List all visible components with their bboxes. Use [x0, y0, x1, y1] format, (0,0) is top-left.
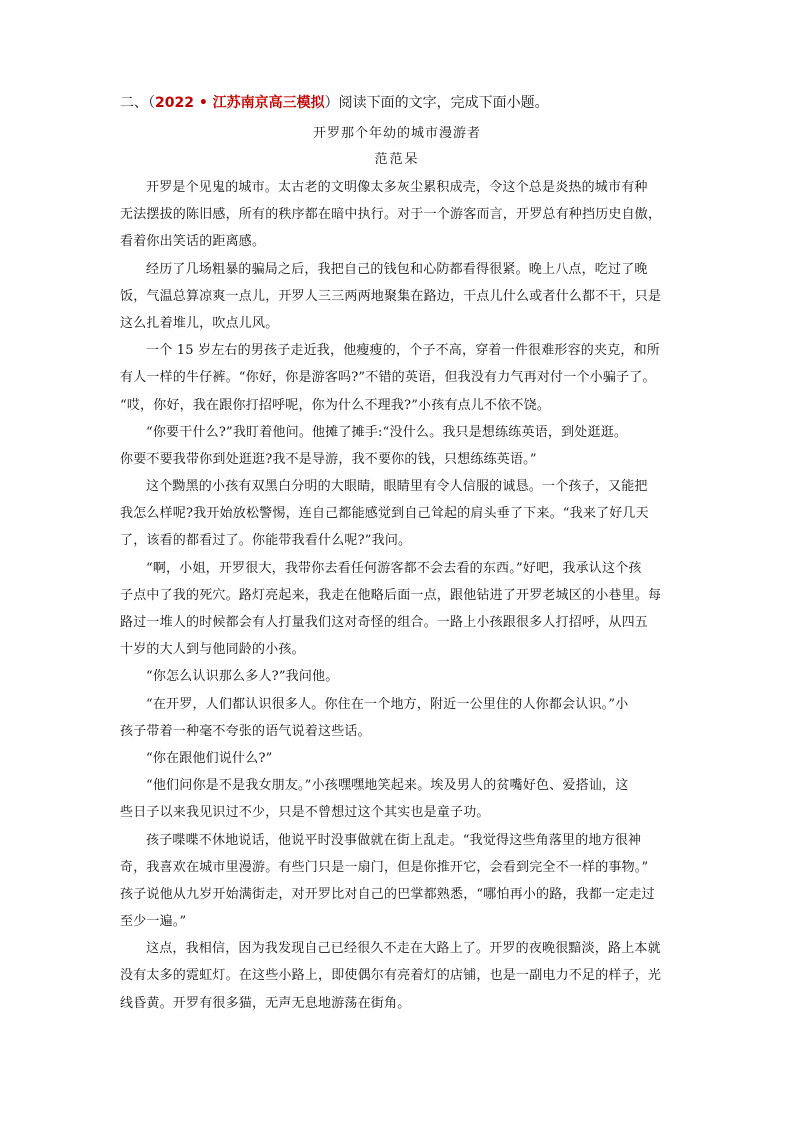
- paragraph: [120, 337, 680, 419]
- paragraph-line: 了，该看的都看过了。你能带我看什么呢?”我问。: [120, 533, 412, 549]
- paragraph-line: “啊，小姐，开罗很大，我带你去看任何游客都不会去看的东西。”好吧，我承认这个孩: [146, 560, 642, 576]
- paragraph-line: “你在跟他们说什么?”: [146, 750, 273, 766]
- paragraph-line: 看着你出笑话的距离感。: [120, 234, 266, 250]
- paragraph-line: “你怎么认识那么多人?”我问他。: [146, 669, 339, 685]
- paragraph-line: 这点，我相信，因为我发现自己已经很久不走在大路上了。开罗的夜晚很黯淡，路上本就: [146, 941, 661, 957]
- paragraph-line: 这么扎着堆儿，吹点儿风。: [120, 315, 279, 331]
- paragraph: [120, 174, 680, 256]
- article-body: [120, 174, 680, 1017]
- paragraph-line: 至少一遍。”: [120, 914, 187, 930]
- paragraph: [120, 473, 680, 555]
- paragraph-line: 孩子喋喋不休地说话，他说平时没事做就在街上乱走。“我觉得这些角落里的地方很神: [146, 832, 642, 848]
- paragraph-line: 没有太多的霓虹灯。在这些小路上，即使偶尔有亮着灯的店铺，也是一副电力不足的样子，光: [120, 968, 662, 984]
- paragraph-line: 些日子以来我见识过不少，只是不曾想过这个其实也是童子功。: [120, 805, 490, 821]
- paragraph: [120, 555, 680, 664]
- paragraph: [120, 663, 680, 690]
- paragraph-line: 路过一堆人的时候都会有人打量我们这对奇怪的组合。一路上小孩跟很多人打招呼，从四五: [120, 615, 649, 630]
- paragraph-line: 奇，我喜欢在城市里漫游。有些门只是一扇门，但是你推开它，会看到完全不一样的事物。”: [120, 859, 649, 875]
- paragraph-line: 你要不要我带你到处逛逛?我不是导游，我不要你的钱，只想练练英语。”: [120, 451, 537, 467]
- paragraph-line: “他们问你是不是我女朋友。”小孩嘿嘿地笑起来。埃及男人的贫嘴好色、爱搭讪，这: [146, 778, 629, 794]
- paragraph-line: 孩子说他从九岁开始满街走，对开罗比对自己的巴掌都熟悉，“哪怕再小的路，我都一定走过: [120, 886, 655, 902]
- paragraph: [120, 772, 680, 826]
- paragraph: [120, 256, 680, 338]
- paragraph: [120, 691, 680, 745]
- paragraph: [120, 827, 680, 936]
- paragraph-line: 饭，气温总算凉爽一点儿，开罗人三三两两地聚集在路边，干点儿什么或者什么都不干，只是: [120, 288, 662, 304]
- question-number: 二、（: [120, 95, 155, 111]
- paragraph-line: 十岁的大人到与他同龄的小孩。: [120, 642, 305, 658]
- paragraph-line: 这个黝黑的小孩有双黑白分明的大眼睛，眼睛里有令人信服的诚恳。一个孩子，又能把: [146, 479, 648, 495]
- paragraph-line: 线昏黄。开罗有很多猫，无声无息地游荡在街角。: [120, 995, 411, 1011]
- paragraph-line: 我怎么样呢?我开始放松警惕，连自己都能感觉到自己耸起的肩头垂了下来。“我来了好几天: [120, 506, 649, 522]
- paragraph: [120, 935, 680, 1017]
- question-header: [120, 92, 680, 114]
- paragraph-line: “你要干什么?”我盯着他问。他摊了摊手:“没什么。我只是想练练英语，到处逛逛。: [146, 424, 628, 440]
- paragraph-line: 子点中了我的死穴。路灯亮起来，我走在他略后面一点，跟他钻进了开罗老城区的小巷里。每: [120, 587, 662, 603]
- paragraph-line: “在开罗，人们都认识很多人。你住在一个地方，附近一公里住的人你都会认识。”小: [146, 696, 629, 712]
- paragraph-line: 孩子带着一种毫不夸张的语气说着这些话。: [120, 723, 371, 739]
- article-author: 范范呆: [374, 152, 420, 167]
- paragraph-line: “哎，你好，我在跟你打招呼呢，你为什么不理我?”小孩有点儿不依不饶。: [120, 397, 551, 413]
- source-tag: 2022 • 江苏南京高三模拟: [155, 95, 325, 111]
- paragraph-line: 有人一样的牛仔裤。“你好，你是游客吗?”不错的英语，但我没有力气再对付一个小骗子了。: [120, 370, 656, 386]
- paragraph-line: 开罗是个见鬼的城市。太古老的文明像太多灰尘累积成壳，令这个总是炎热的城市有种: [146, 180, 648, 195]
- paragraph-line: 经历了几场粗暴的骗局之后，我把自己的钱包和心防都看得很紧。晚上八点，吃过了晚: [146, 261, 648, 277]
- paragraph-line: 一个 15 岁左右的男孩子走近我，他瘦瘦的，个子不高，穿着一件很难形容的夹克，和所: [146, 343, 661, 359]
- article-title: 开罗那个年幼的城市漫游者: [312, 126, 481, 141]
- paragraph: [120, 745, 680, 772]
- question-instruction: ）阅读下面的文字，完成下面小题。: [324, 95, 549, 111]
- paragraph-line: 无法摆拔的陈旧感，所有的秩序都在暗中执行。对于一个游客而言，开罗总有种挡历史自傲，: [120, 207, 662, 223]
- paragraph: [120, 419, 680, 473]
